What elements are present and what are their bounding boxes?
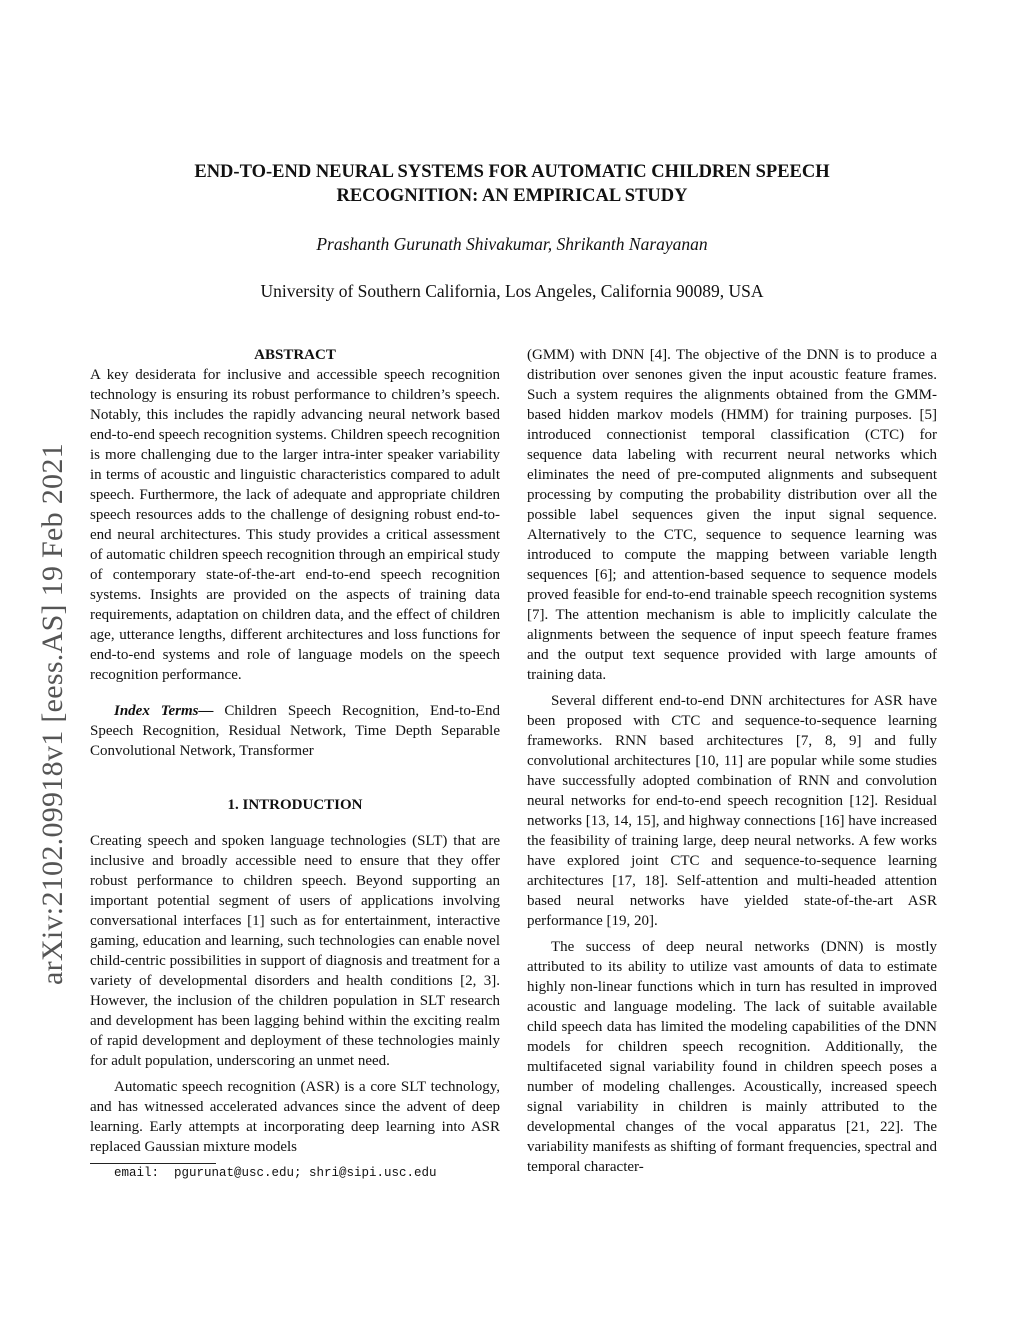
footnote-email: email: pgurunat@usc.edu; shri@sipi.usc.edu — [114, 1166, 437, 1180]
affiliation: University of Southern California, Los Angeles, California 90089, USA — [260, 281, 764, 301]
left-column — [90, 345, 500, 1182]
index-terms — [90, 701, 500, 761]
introduction-heading: 1. INTRODUCTION — [227, 797, 363, 813]
paper-title — [110, 160, 914, 208]
intro-paragraph-2: Automatic speech recognition (ASR) is a core SLT technology, and has witnessed accelerated advances since the advent of deep learning. Early attempts at incorporating deep learning into ASR replaced Gaussian mixture models — [90, 1079, 500, 1155]
index-terms-text: Children Speech Recognition, End-to-End Speech Recognition, Residual Network, Time Depth Separable Convolutional Network, Transformer — [90, 703, 500, 759]
arxiv-identifier: arXiv:2102.09918v1 [eess.AS] 19 Feb 2021 — [36, 443, 69, 985]
abstract-heading: ABSTRACT — [254, 347, 336, 363]
authors: Prashanth Gurunath Shivakumar, Shrikanth Narayanan — [316, 234, 708, 254]
title-line-2: RECOGNITION: AN EMPIRICAL STUDY — [336, 186, 688, 206]
intro-paragraph-3: Several different end-to-end DNN architectures for ASR have been proposed with CTC and sequence-to-sequence learning frameworks. RNN based architectures [7, 8, 9] and fully convolutional architectures [10, 11] are popular while some studies have successfully adopted combination of RNN and convolution neural networks for end-to-end speech recognition [12]. Residual networks [13, 14, 15], and highway connections [16] have increased the feasibility of training large, deep neural networks. A few works have explored joint CTC and sequence-to-sequence learning architectures [17, 18]. Self-attention and multi-headed attention based neural networks have yielded state-of-the-art ASR performance [19, 20]. — [527, 693, 937, 929]
intro-paragraph-2-continued: (GMM) with DNN [4]. The objective of the DNN is to produce a distribution over senones given the input acoustic feature frames. Such a system requires the alignments obtained from the GMM-based hidden markov models (HMM) for training purposes. [5] introduced connectionist temporal classification (CTC) for sequence data labeling with recurrent neural networks which eliminates the need of pre-computed alignments and subsequent processing by computing the probability distribution over all the possible label sequences given the input signal sequence. Alternatively to the CTC, sequence to sequence learning was introduced to compute the mapping between variable length sequences [6]; and attention-based sequence to sequence models proved feasible for end-to-end trainable speech recognition systems [7]. The attention mechanism is able to implicitly calculate the alignments between the sequence of input speech feature frames and the output text sequence provided with large amounts of training data. — [527, 347, 937, 683]
index-terms-label: Index Terms— — [114, 703, 214, 719]
title-line-1: END-TO-END NEURAL SYSTEMS FOR AUTOMATIC CHILDREN SPEECH — [194, 162, 830, 182]
intro-paragraph-4: The success of deep neural networks (DNN) is mostly attributed to its ability to utilize vast amounts of data to estimate highly non-linear functions which in turn has resulted in improved acoustic and language modeling. The lack of suitable available child speech data has limited the modeling capabilities of the DNN models for children speech recognition. Additionally, the multifaceted signal variability found in children speech poses a number of modeling challenges. Acoustically, increased speech signal variability in children is mainly attributed to the developmental changes of the vocal apparatus [21, 22]. The variability manifests as shifting of formant frequencies, spectral and temporal character- — [527, 939, 937, 1175]
intro-paragraph-1: Creating speech and spoken language technologies (SLT) that are inclusive and broadly accessible need to ensure that they offer robust performance to children speech. Beyond supporting an important potential segment of users of applications involving conversational interfaces [1] such as for entertainment, interactive gaming, education and learning, such technologies can enable novel child-centric possibilities in support of diagnosis and treatment for a variety of developmental disorders and health conditions [2, 3]. However, the inclusion of the children population in SLT research and development has been lagging behind within the exciting realm of rapid development and deployment of these technologies mainly for adult population, underscoring an unmet need. — [90, 833, 500, 1069]
abstract-text: A key desiderata for inclusive and accessible speech recognition technology is ensuring its robust performance to children’s speech. Notably, this includes the rapidly advancing neural network based end-to-end speech recognition systems. Children speech recognition is more challenging due to the larger intra-inter speaker variability in terms of acoustic and linguistic characteristics compared to adult speech. Furthermore, the lack of adequate and appropriate children speech resources adds to the challenge of designing robust end-to-end neural architectures. This study provides a critical assessment of automatic children speech recognition through an empirical study of contemporary state-of-the-art end-to-end speech recognition systems. Insights are provided on the aspects of training data requirements, adaptation on children data, and the effect of children age, utterance lengths, different architectures and loss functions for end-to-end systems and role of language models on the speech recognition performance. — [90, 367, 500, 683]
right-column — [527, 345, 937, 1177]
